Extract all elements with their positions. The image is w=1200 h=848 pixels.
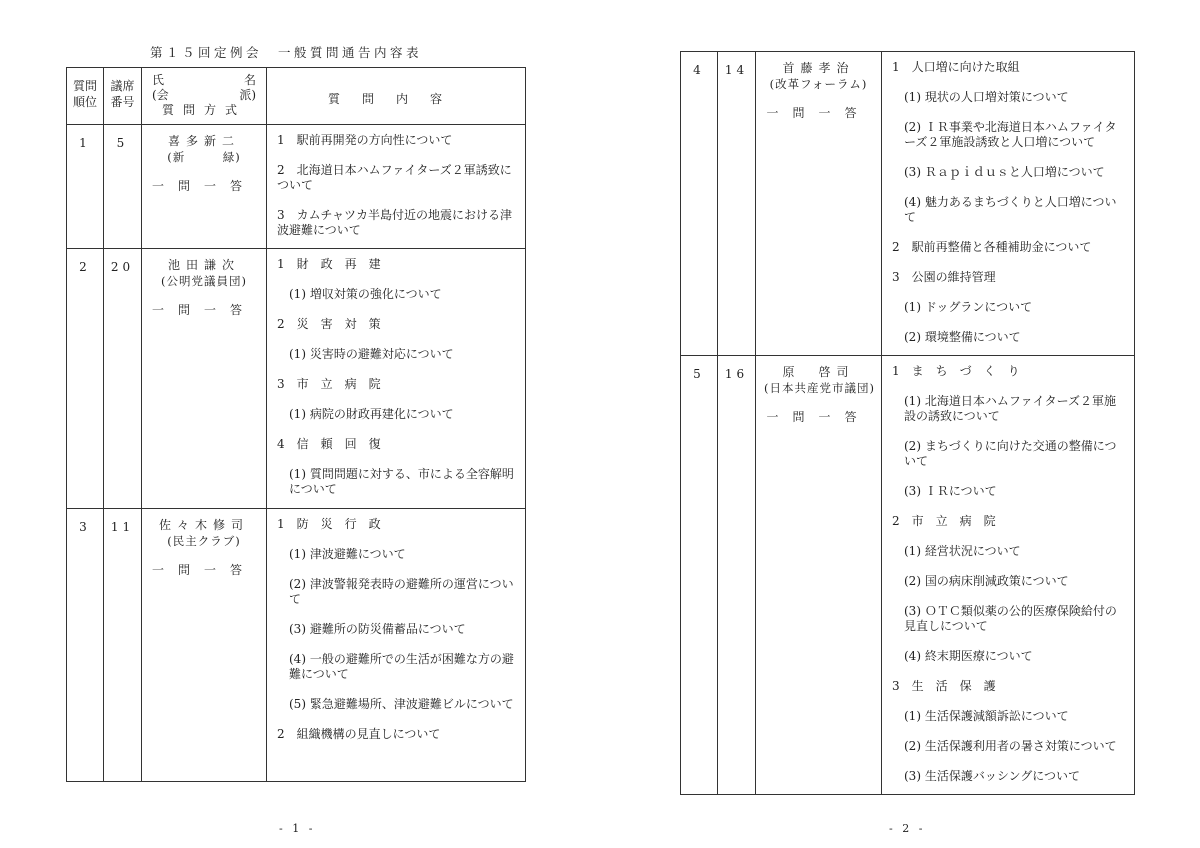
page-title: 第１５回定例会 一般質問通告内容表 (150, 45, 423, 60)
seat-number-cell (104, 509, 142, 782)
question-item: 3 カムチャツカ半島付近の地震における津波避難について (277, 208, 513, 237)
question-subitem: (1) 病院の財政再建化について (289, 407, 454, 421)
question-item: 2 組織機構の見直しについて (277, 727, 441, 741)
question-method: 一問一答 (766, 106, 871, 120)
member-name: 喜多新二 (167, 134, 240, 148)
header-name (142, 68, 267, 125)
header-party-left: (会 (152, 88, 169, 102)
question-item: 1 駅前再開発の方向性について (277, 133, 453, 147)
question-content-cell (882, 52, 1135, 356)
question-order: 2 (79, 260, 91, 274)
question-item: 2 市 立 病 院 (892, 514, 996, 528)
member-name: 原 啓司 (782, 365, 855, 379)
header-order (67, 68, 104, 125)
seat-number: 14 (724, 63, 749, 77)
header-method: 質問方式 (161, 103, 246, 117)
question-order: 3 (79, 520, 91, 534)
seat-number-cell (718, 52, 756, 356)
question-subitem: (5) 緊急避難場所、津波避難ビルについて (289, 697, 514, 711)
question-subitem: (3) 生活保護バッシングについて (904, 769, 1081, 783)
question-item: 4 信 頼 回 復 (277, 437, 381, 451)
question-subitem: (1) ドッグランについて (904, 300, 1033, 314)
question-subitem: (1) 増収対策の強化について (289, 287, 442, 301)
question-content-cell (267, 509, 526, 782)
header-seat-line2: 番号 (110, 95, 135, 109)
question-item: 1 人口増に向けた取組 (892, 60, 1020, 74)
member-name: 池田謙次 (167, 258, 240, 272)
question-order-cell (67, 249, 104, 509)
member-cell (756, 52, 882, 356)
seat-number: 20 (110, 260, 135, 274)
table-body-page-1 (67, 125, 526, 782)
question-subitem: (2) 国の病床削減政策について (904, 574, 1069, 588)
page-number-1: - 1 - (279, 822, 316, 835)
table-row (67, 509, 526, 782)
question-method: 一問一答 (151, 303, 256, 317)
question-subitem: (2) ＩＲ事業や北海道日本ハムファイターズ２軍施設誘致と人口増について (904, 120, 1117, 149)
question-item: 1 防 災 行 政 (277, 517, 381, 531)
seat-number: 16 (724, 367, 749, 381)
question-order-cell (681, 52, 718, 356)
question-content-cell (882, 356, 1135, 795)
question-method: 一問一答 (766, 410, 871, 424)
question-subitem: (2) 生活保護利用者の暑さ対策について (904, 739, 1117, 753)
question-subitem: (1) 現状の人口増対策について (904, 90, 1069, 104)
question-item: 1 財 政 再 建 (277, 257, 381, 271)
question-subitem: (1) 経営状況について (904, 544, 1021, 558)
header-seat-line1: 議席 (110, 79, 135, 93)
question-subitem: (4) 魅力あるまちづくりと人口増について (904, 195, 1117, 224)
table-row (681, 356, 1135, 795)
seat-number-cell (104, 125, 142, 249)
question-item: 1 ま ち づ く り (892, 364, 1020, 378)
question-table-page-2 (680, 51, 1135, 795)
question-subitem: (3) Ｒａｐｉｄｕｓと人口増について (904, 165, 1105, 179)
question-subitem: (2) 環境整備について (904, 330, 1021, 344)
question-subitem: (1) 質問問題に対する、市による全容解明について (289, 467, 514, 496)
question-item: 3 公園の維持管理 (892, 270, 996, 284)
question-item: 3 市 立 病 院 (277, 377, 381, 391)
question-subitem: (4) 一般の避難所での生活が困難な方の避難について (289, 652, 514, 681)
member-party: (民主クラブ) (167, 534, 241, 548)
question-method: 一問一答 (151, 179, 256, 193)
question-content-cell (267, 125, 526, 249)
member-party: (新 緑) (167, 150, 241, 164)
question-item: 2 北海道日本ハムファイターズ２軍誘致について (277, 163, 512, 192)
question-subitem: (3) 避難所の防災備蓄品について (289, 622, 466, 636)
table-row (67, 249, 526, 509)
question-subitem: (1) 津波避難について (289, 547, 406, 561)
table-header-row (67, 68, 526, 125)
question-order: 1 (79, 136, 91, 150)
table-row (681, 52, 1135, 356)
header-content (267, 68, 526, 125)
question-method: 一問一答 (151, 563, 256, 577)
seat-number-cell (718, 356, 756, 795)
question-content-cell (267, 249, 526, 509)
question-subitem: (1) 生活保護減額訴訟について (904, 709, 1069, 723)
seat-number-cell (104, 249, 142, 509)
question-item: 3 生 活 保 護 (892, 679, 996, 693)
member-cell (142, 509, 267, 782)
header-party-right: 派) (239, 88, 256, 102)
question-item: 2 災 害 対 策 (277, 317, 381, 331)
header-order-line2: 順位 (72, 95, 97, 109)
member-cell (756, 356, 882, 795)
table-row (67, 125, 526, 249)
question-order-cell (681, 356, 718, 795)
member-party: (日本共産党市議団) (764, 381, 875, 395)
member-name: 佐々木修司 (158, 518, 249, 532)
question-subitem: (2) まちづくりに向けた交通の整備について (904, 439, 1117, 468)
member-cell (142, 125, 267, 249)
question-order-cell (67, 125, 104, 249)
question-subitem: (1) 災害時の避難対応について (289, 347, 454, 361)
member-cell (142, 249, 267, 509)
question-table-page-1 (66, 67, 526, 782)
seat-number: 11 (110, 520, 135, 534)
question-subitem: (1) 北海道日本ハムファイターズ２軍施設の誘致について (904, 394, 1116, 423)
question-order: 5 (693, 367, 705, 381)
header-content-label: 質問内容 (327, 92, 464, 106)
page-number-2: - 2 - (889, 822, 926, 835)
member-party: (公明党議員団) (161, 274, 247, 288)
table-body-page-2 (681, 52, 1135, 795)
member-name: 首藤孝治 (782, 61, 855, 75)
header-seat (104, 68, 142, 125)
question-subitem: (3) ＯＴＣ類似薬の公的医療保険給付の見直しについて (904, 604, 1117, 633)
question-order: 4 (693, 63, 705, 77)
question-subitem: (3) ＩＲについて (904, 484, 997, 498)
member-party: (改革フォーラム) (769, 77, 868, 91)
question-item: 2 駅前再整備と各種補助金について (892, 240, 1092, 254)
header-name-right: 名 (243, 73, 256, 87)
question-subitem: (4) 終末期医療について (904, 649, 1033, 663)
question-subitem: (2) 津波警報発表時の避難所の運営について (289, 577, 514, 606)
question-order-cell (67, 509, 104, 782)
header-order-line1: 質問 (72, 79, 97, 93)
seat-number: 5 (116, 136, 129, 150)
header-name-left: 氏 (152, 73, 165, 87)
